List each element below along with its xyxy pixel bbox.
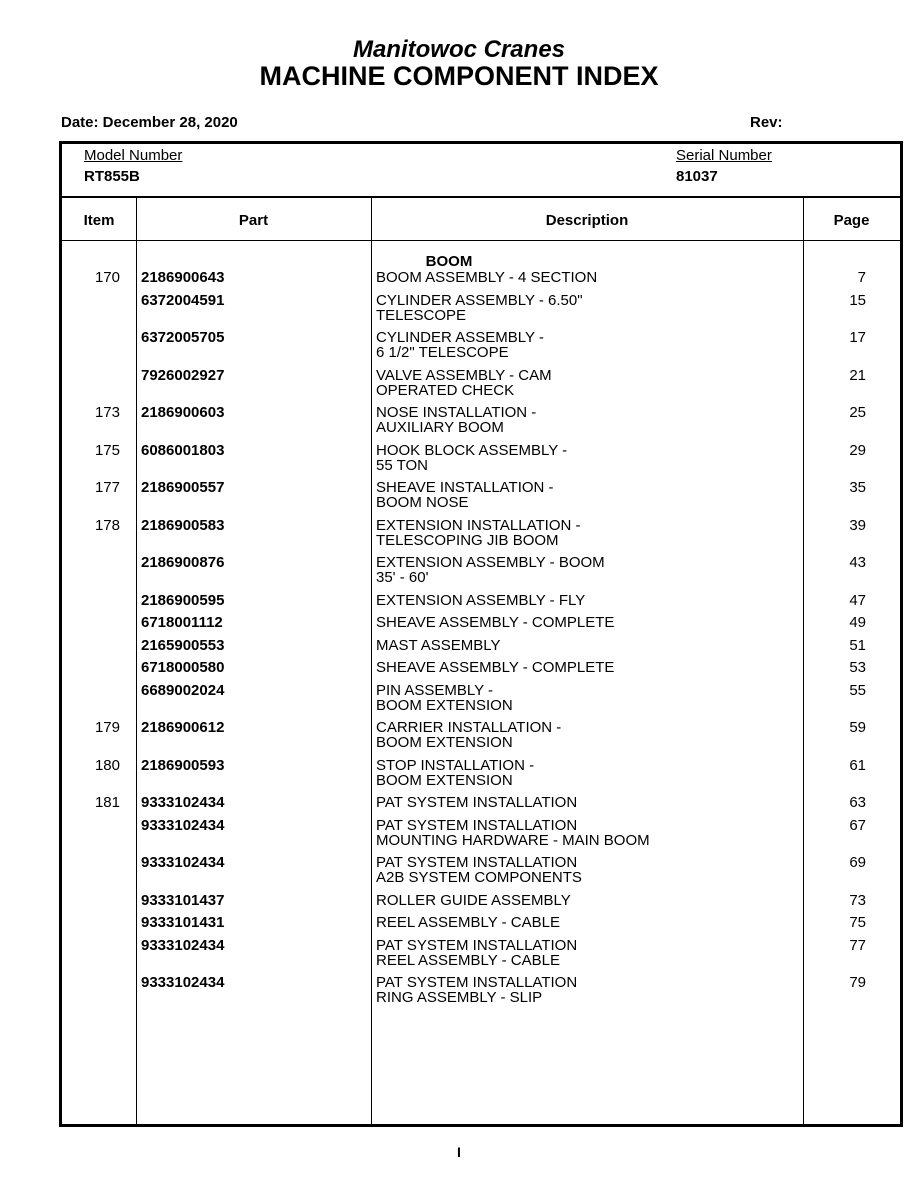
row-description-line: BOOM EXTENSION xyxy=(376,696,513,714)
row-page-number: 47 xyxy=(849,591,866,609)
row-description-line: PAT SYSTEM INSTALLATION xyxy=(376,816,578,834)
index-table-frame xyxy=(59,141,903,1127)
row-item-number: 180 xyxy=(94,756,120,774)
row-description-line: OPERATED CHECK xyxy=(376,381,515,399)
row-description xyxy=(376,938,796,968)
row-page-number: 21 xyxy=(849,366,866,384)
table-row xyxy=(62,758,900,794)
table-row xyxy=(62,855,900,891)
machine-info-box xyxy=(62,144,900,198)
row-item-number: 181 xyxy=(94,794,120,811)
row-part-number: 6372005705 xyxy=(141,329,225,346)
header-divider xyxy=(62,240,900,241)
row-description-line: MAST ASSEMBLY xyxy=(376,636,501,654)
row-part-number: 2186900612 xyxy=(141,719,225,736)
row-description-line: PAT SYSTEM INSTALLATION xyxy=(376,936,578,954)
row-description-line: SHEAVE ASSEMBLY - COMPLETE xyxy=(376,659,615,676)
row-description xyxy=(376,405,796,435)
row-description xyxy=(376,518,796,548)
document-date: Date: December 28, 2020 xyxy=(61,114,238,131)
row-part-number: 9333102434 xyxy=(141,936,225,954)
table-row xyxy=(62,480,900,516)
row-description-line: STOP INSTALLATION - xyxy=(376,756,535,774)
row-description-line: CYLINDER ASSEMBLY - xyxy=(376,329,544,346)
row-part-number: 6718000580 xyxy=(141,659,225,676)
table-row xyxy=(62,405,900,441)
row-description-line: PAT SYSTEM INSTALLATION xyxy=(376,854,578,871)
row-page-number: 15 xyxy=(849,291,866,309)
row-page-number: 63 xyxy=(849,794,866,811)
row-description xyxy=(376,443,796,473)
row-page-number: 49 xyxy=(849,614,866,631)
row-page-number: 53 xyxy=(849,659,866,676)
row-item-number: 175 xyxy=(94,441,120,459)
row-description-line: 6 1/2" TELESCOPE xyxy=(376,344,509,361)
row-description-line: AUXILIARY BOOM xyxy=(376,419,504,436)
model-number-value: RT855B xyxy=(84,168,140,185)
row-part-number: 6718001112 xyxy=(141,614,223,631)
table-row xyxy=(62,683,900,719)
row-description xyxy=(376,720,796,750)
row-part-number: 2186900583 xyxy=(141,516,225,534)
column-header-item: Item xyxy=(83,212,115,229)
row-description xyxy=(376,758,796,788)
row-description xyxy=(376,855,796,885)
row-part-number: 9333102434 xyxy=(141,854,225,871)
column-header-page: Page xyxy=(833,212,870,229)
serial-number-label: Serial Number xyxy=(676,147,772,164)
row-description xyxy=(376,683,796,713)
row-part-number: 9333101431 xyxy=(141,914,225,931)
row-description-line: TELESCOPING JIB BOOM xyxy=(376,531,559,549)
row-page-number: 7 xyxy=(857,269,866,286)
row-part-number: 2186900593 xyxy=(141,756,225,774)
row-part-number: 9333101437 xyxy=(141,891,225,909)
row-description-line: TELESCOPE xyxy=(376,306,467,324)
row-page-number: 51 xyxy=(849,636,866,654)
row-description xyxy=(376,660,796,675)
row-page-number: 67 xyxy=(849,816,866,834)
row-description xyxy=(376,593,796,608)
table-row xyxy=(62,555,900,591)
row-description xyxy=(376,818,796,848)
row-item-number: 179 xyxy=(94,719,120,736)
row-description-line: CARRIER INSTALLATION - xyxy=(376,719,562,736)
table-row xyxy=(62,368,900,404)
row-part-number: 2186900876 xyxy=(141,554,225,571)
row-item-number: 173 xyxy=(94,404,120,421)
row-part-number: 2186900557 xyxy=(141,479,225,496)
row-description-line: EXTENSION ASSEMBLY - BOOM xyxy=(376,554,605,571)
column-header-description: Description xyxy=(545,212,629,229)
row-description xyxy=(376,615,796,630)
row-description xyxy=(376,915,796,930)
row-page-number: 75 xyxy=(849,914,866,931)
table-row xyxy=(62,518,900,554)
row-page-number: 35 xyxy=(849,479,866,496)
row-description-line: BOOM ASSEMBLY - 4 SECTION xyxy=(376,269,598,286)
row-page-number: 25 xyxy=(849,404,866,421)
row-description-line: PAT SYSTEM INSTALLATION xyxy=(376,794,578,811)
row-part-number: 2186900643 xyxy=(141,269,225,286)
row-page-number: 77 xyxy=(849,936,866,954)
row-description-line: EXTENSION INSTALLATION - xyxy=(376,516,581,534)
row-description-line: VALVE ASSEMBLY - CAM xyxy=(376,366,552,384)
section-heading: BOOM xyxy=(425,253,473,270)
row-item-number: 170 xyxy=(94,269,120,286)
row-item-number: 177 xyxy=(94,479,120,496)
page-number: I xyxy=(457,1144,461,1160)
row-description xyxy=(376,270,796,285)
table-row xyxy=(62,975,900,1011)
serial-number-value: 81037 xyxy=(676,168,718,185)
row-part-number: 9333102434 xyxy=(141,816,225,834)
row-description-line: ROLLER GUIDE ASSEMBLY xyxy=(376,891,571,909)
row-page-number: 61 xyxy=(849,756,866,774)
row-description-line: MOUNTING HARDWARE - MAIN BOOM xyxy=(376,831,650,849)
row-description-line: HOOK BLOCK ASSEMBLY - xyxy=(376,441,568,459)
row-part-number: 6689002024 xyxy=(141,681,225,699)
row-part-number: 9333102434 xyxy=(141,974,225,991)
row-page-number: 43 xyxy=(849,554,866,571)
row-description-line: NOSE INSTALLATION - xyxy=(376,404,537,421)
row-description-line: REEL ASSEMBLY - CABLE xyxy=(376,914,560,931)
row-description xyxy=(376,368,796,398)
row-page-number: 17 xyxy=(849,329,866,346)
column-header-part: Part xyxy=(238,212,269,229)
table-row xyxy=(62,938,900,974)
row-description-line: 55 TON xyxy=(376,456,428,474)
row-description-line: PAT SYSTEM INSTALLATION xyxy=(376,974,578,991)
row-part-number: 2186900595 xyxy=(141,591,225,609)
model-number-label: Model Number xyxy=(84,147,183,164)
row-description xyxy=(376,795,796,810)
row-page-number: 59 xyxy=(849,719,866,736)
table-row xyxy=(62,818,900,854)
row-page-number: 29 xyxy=(849,441,866,459)
table-row xyxy=(62,443,900,479)
row-part-number: 2186900603 xyxy=(141,404,225,421)
row-page-number: 55 xyxy=(849,681,866,699)
table-row xyxy=(62,293,900,329)
row-part-number: 6086001803 xyxy=(141,441,225,459)
row-part-number: 2165900553 xyxy=(141,636,225,654)
row-description-line: RING ASSEMBLY - SLIP xyxy=(376,989,543,1006)
row-description-line: CYLINDER ASSEMBLY - 6.50" xyxy=(376,291,583,309)
row-description-line: PIN ASSEMBLY - xyxy=(376,681,493,699)
row-description-line: A2B SYSTEM COMPONENTS xyxy=(376,869,582,886)
row-description-line: BOOM EXTENSION xyxy=(376,734,513,751)
row-description xyxy=(376,330,796,360)
row-page-number: 79 xyxy=(849,974,866,991)
row-part-number: 6372004591 xyxy=(141,291,225,309)
row-page-number: 39 xyxy=(849,516,866,534)
document-title: MACHINE COMPONENT INDEX xyxy=(259,61,659,91)
row-description-line: SHEAVE ASSEMBLY - COMPLETE xyxy=(376,614,615,631)
row-description xyxy=(376,893,796,908)
row-description-line: BOOM NOSE xyxy=(376,494,469,511)
row-description xyxy=(376,480,796,510)
table-row xyxy=(62,330,900,366)
row-description-line: BOOM EXTENSION xyxy=(376,771,513,789)
row-description-line: SHEAVE INSTALLATION - xyxy=(376,479,554,496)
row-page-number: 73 xyxy=(849,891,866,909)
table-row xyxy=(62,720,900,756)
row-description-line: 35' - 60' xyxy=(376,569,429,586)
row-description xyxy=(376,638,796,653)
row-part-number: 9333102434 xyxy=(141,794,225,811)
row-part-number: 7926002927 xyxy=(141,366,225,384)
row-description xyxy=(376,293,796,323)
company-name: Manitowoc Cranes xyxy=(352,36,566,63)
row-page-number: 69 xyxy=(849,854,866,871)
row-description xyxy=(376,975,796,1005)
row-description-line: REEL ASSEMBLY - CABLE xyxy=(376,951,560,969)
row-item-number: 178 xyxy=(94,516,120,534)
row-description-line: EXTENSION ASSEMBLY - FLY xyxy=(376,591,586,609)
revision-label: Rev: xyxy=(750,114,783,131)
row-description xyxy=(376,555,796,585)
